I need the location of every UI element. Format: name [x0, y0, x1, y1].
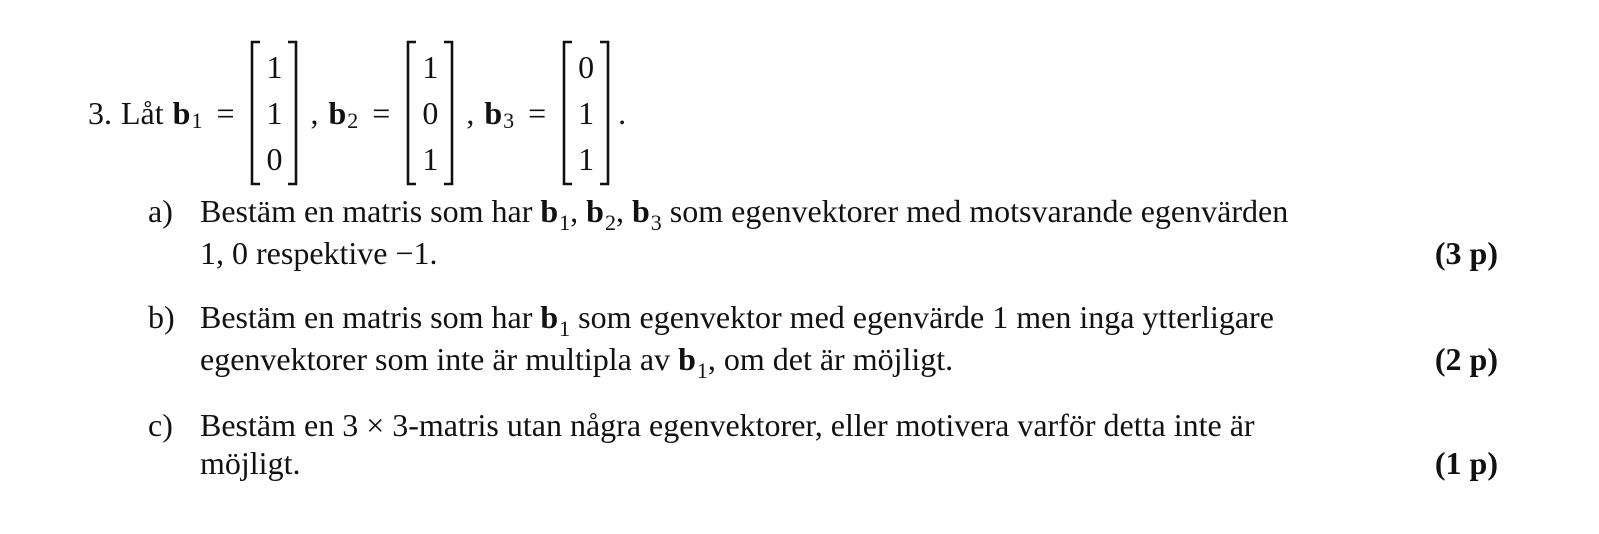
part-b: [148, 298, 1498, 382]
equals-sign-b1: =: [216, 94, 235, 131]
vector-b2-symbol: b: [328, 94, 347, 131]
matrix-b2-entry-3: 1: [422, 141, 439, 177]
part-a: [148, 192, 1498, 272]
part-c-text: Bestäm en 3 × 3-matris utan några egenvektorer, eller motivera varför detta inte är: [200, 407, 1255, 443]
vector-b2-subscript: 2: [347, 108, 359, 133]
vector-subscript: 1: [559, 210, 571, 235]
part-c-text: möjligt.: [200, 445, 301, 481]
matrix-b2-entry-2: 0: [422, 95, 439, 131]
part-a-points: (3 p): [1434, 235, 1498, 271]
part-c-label: c): [148, 407, 173, 443]
vector-subscript: 2: [604, 210, 616, 235]
separator-b3: .: [618, 94, 627, 131]
matrix-b2: [404, 40, 456, 186]
matrix-b3: [560, 40, 612, 186]
matrix-b3-entry-3: 1: [578, 141, 595, 177]
vector-b3-symbol: b: [484, 94, 503, 131]
matrix-b3-entry-2: 1: [578, 95, 595, 131]
vector-symbol: b: [540, 193, 559, 229]
part-b-line-2-text: [200, 340, 953, 382]
part-a-line-1: [200, 192, 1498, 234]
vector-subscript: 1: [696, 358, 708, 383]
vector-subscript: 1: [559, 316, 571, 341]
part-a-text: 1, 0 respektive −1.: [200, 235, 438, 271]
part-c-line-1: [200, 406, 1498, 444]
vector-b3-subscript: 3: [503, 108, 515, 133]
vector-symbol: b: [586, 193, 604, 229]
part-b-points: (2 p): [1434, 341, 1498, 377]
part-b-body: [200, 298, 1498, 382]
vector-subscript: 3: [650, 210, 662, 235]
matrix-b3-entry-1: 0: [578, 49, 595, 85]
matrix-b1-entry-3: 0: [266, 141, 283, 177]
vector-symbol: b: [540, 299, 559, 335]
part-a-text: som egenvektorer med motsvarande egenvärden: [661, 193, 1289, 229]
matrix-b1-entry-1: 1: [266, 49, 283, 85]
part-a-label: a): [148, 193, 173, 229]
part-b-text: som egenvektor med egenvärde 1 men inga ytterligare: [570, 299, 1274, 335]
problem-intro: Låt: [121, 94, 164, 131]
part-c: [148, 406, 1498, 482]
separator-b1: ,: [310, 94, 319, 131]
separator: ,: [570, 193, 587, 229]
equals-sign-b3: =: [528, 94, 547, 131]
part-b-line-2: [200, 340, 1498, 382]
part-b-label: b): [148, 299, 175, 335]
part-c-body: [200, 406, 1498, 482]
problem-number: 3.: [88, 94, 112, 131]
vector-symbol: b: [631, 193, 650, 229]
part-c-line-2: [200, 444, 1498, 482]
separator: ,: [615, 193, 632, 229]
part-b-line-1: [200, 298, 1498, 340]
part-b-text: , om det är möjligt.: [707, 341, 954, 377]
part-a-body: [200, 192, 1498, 272]
matrix-b1: [248, 40, 300, 186]
separator-b2: ,: [466, 94, 475, 131]
part-b-text: Bestäm en matris som har: [200, 299, 541, 335]
equals-sign-b2: =: [372, 94, 391, 131]
matrix-b2-entry-1: 1: [422, 49, 439, 85]
part-b-text: egenvektorer som inte är multipla av: [200, 341, 679, 377]
matrix-b1-entry-2: 1: [266, 95, 283, 131]
part-a-text: Bestäm en matris som har: [200, 193, 541, 229]
problem-header: [88, 40, 626, 186]
vector-b1-symbol: b: [172, 94, 191, 131]
part-c-points: (1 p): [1434, 445, 1498, 481]
vector-b1-subscript: 1: [191, 108, 203, 133]
vector-symbol: b: [678, 341, 696, 377]
part-a-line-2: [200, 234, 1498, 272]
